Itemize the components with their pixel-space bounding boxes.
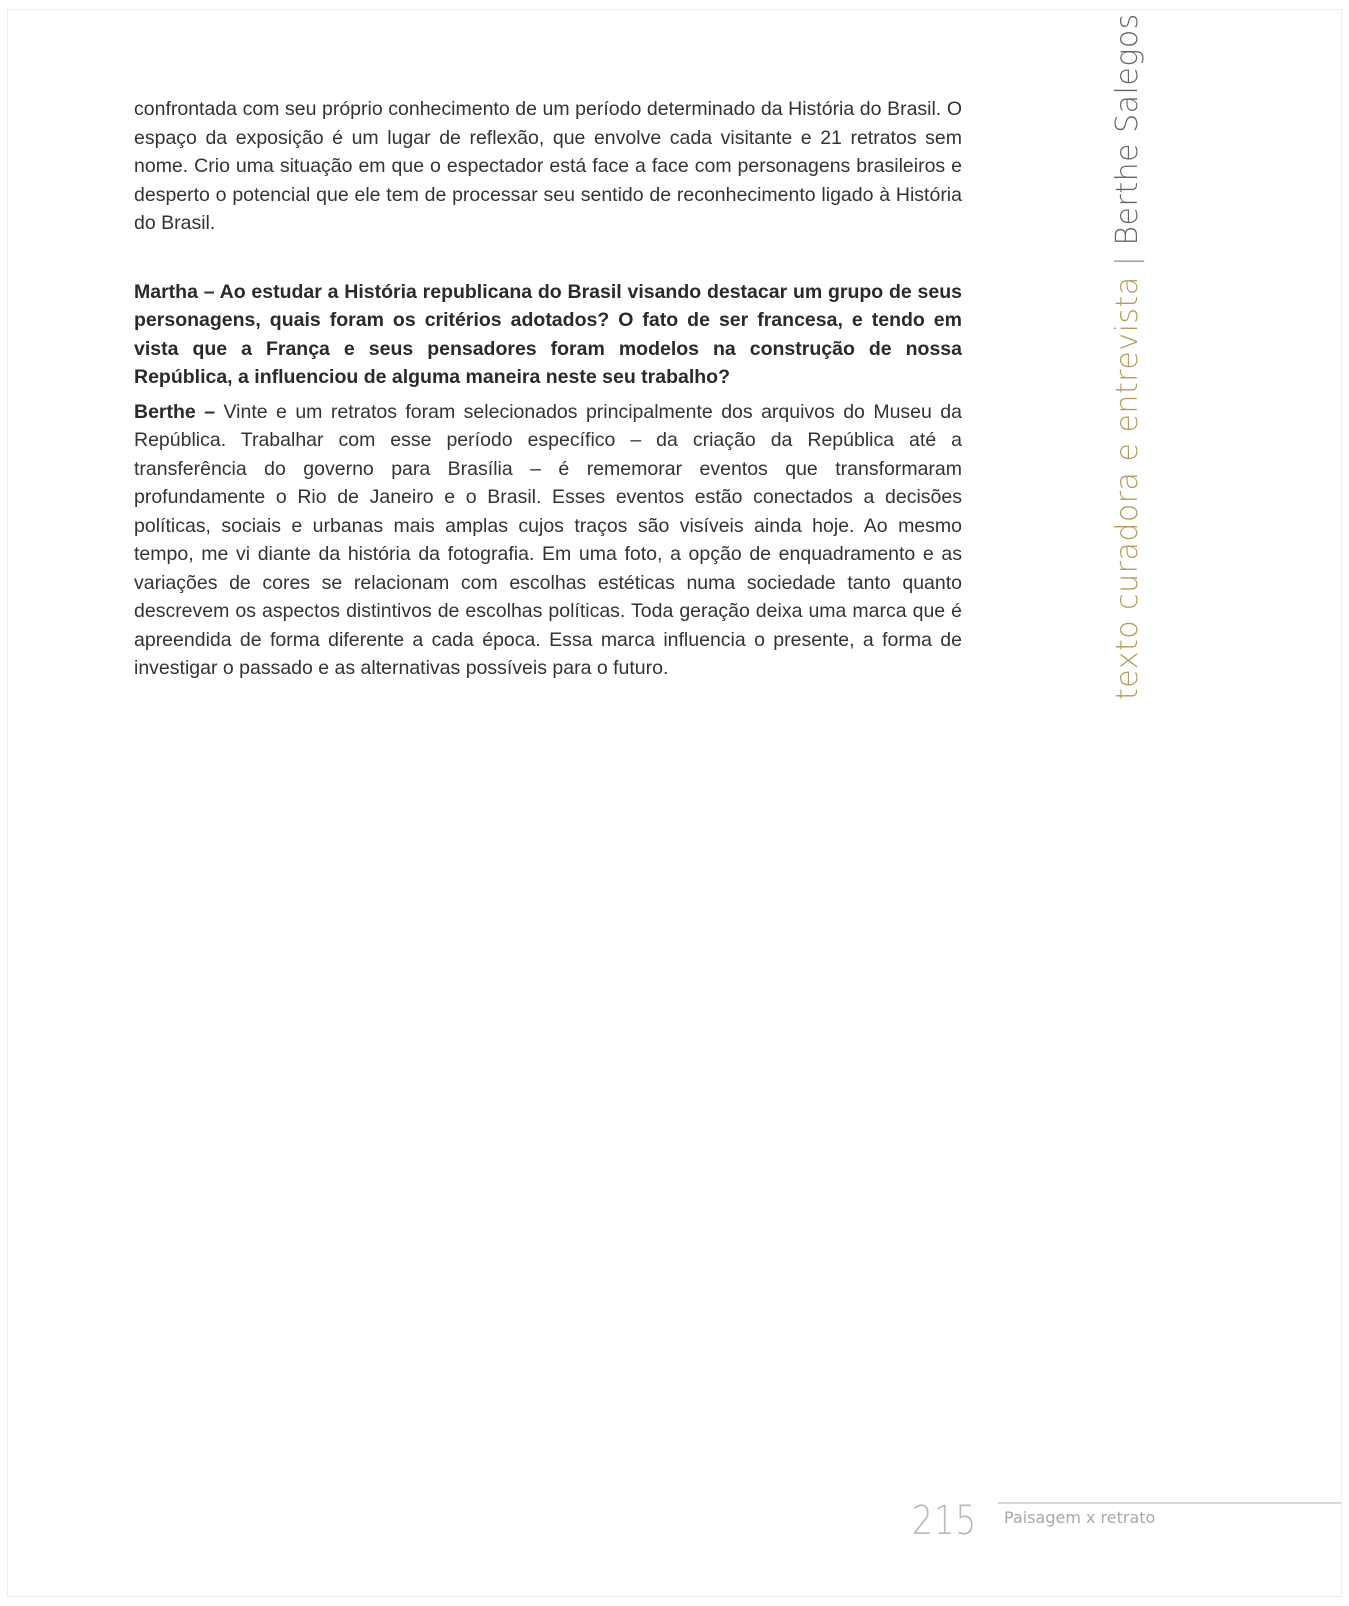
running-footer-title: Paisagem x retrato: [1004, 1508, 1156, 1527]
page-number: 215: [912, 1498, 978, 1544]
author-name: Berthe Salegos: [1110, 13, 1145, 246]
footer-rule: [998, 1502, 1341, 1504]
answer-speaker: Berthe: [134, 400, 196, 423]
article-body: [134, 95, 962, 683]
answer-dash: –: [204, 400, 216, 423]
intro-paragraph: confrontada com seu próprio conhecimento de um período determinado da História do Brasil. O espaço da exposição é um lugar de reflexão, que envolve cada visitante e 21 retratos sem nome. Crio uma situação em que o espectador está face a face com personagens brasileiros e desperto o potencial que ele tem de processar seu sentido de reconhecimento ligado à História do Brasil.: [134, 98, 962, 234]
title-separator: |: [1110, 255, 1145, 267]
interview-question: Martha – Ao estudar a História republicana do Brasil visando destacar um grupo de seus personagens, quais foram os critérios adotados? O fato de ser francesa, e tendo em vista que a França e seus pensadores foram modelos na construção de nossa República, a influenciou de alguma maneira neste seu trabalho?: [134, 280, 962, 388]
vertical-section-title: [1110, 13, 1146, 700]
section-label: texto curadora e entrevista: [1110, 276, 1145, 700]
interview-answer: [134, 398, 962, 683]
answer-text: Vinte e um retratos foram selecionados principalmente dos arquivos do Museu da República. Trabalhar com esse período específico – da criação da República até a transferência do governo para Brasília – é rememorar eventos que transformaram profundamente o Rio de Janeiro e o Brasil. Esses eventos estão conectados a decisões políticas, sociais e urbanas mais amplas cujos traços são visíveis ainda hoje. Ao mesmo tempo, me vi diante da história da fotografia. Em uma foto, a opção de enquadramento e as variações de cores se relacionam com escolhas estéticas numa sociedade tanto quanto descrevem os aspectos distintivos de escolhas políticas. Toda geração deixa uma marca que é apreendida de forma diferente a cada época. Essa marca influencia o presente, a forma de investigar o passado e as alternativas possíveis para o futuro.: [134, 400, 962, 679]
